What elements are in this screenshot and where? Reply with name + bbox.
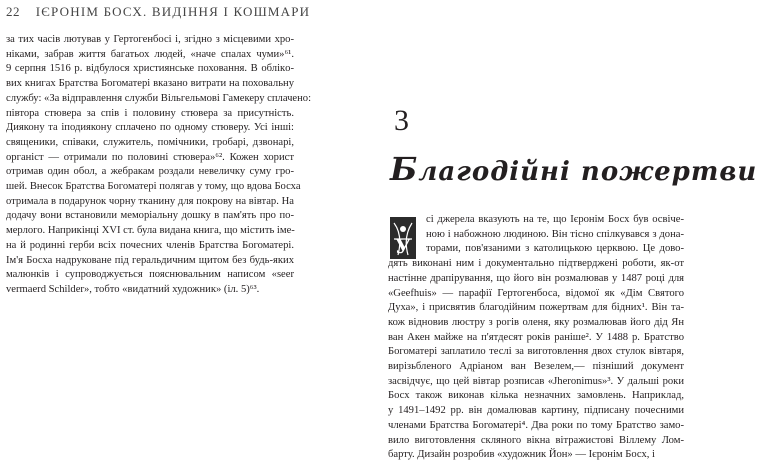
text-line: отримала в подарунок чорну тканину для покрову на вівтар. На <box>6 195 294 207</box>
text-line: ною і набожною людиною. Він тісно спілкувався з дона- <box>426 228 684 240</box>
chapter-title-initial: Б <box>390 150 419 188</box>
text-line: на й родинні герби всіх почесних членів Братства Богоматері. <box>6 239 294 251</box>
text-line: 9 серпня 1516 р. відбулося християнське поховання. В облікo- <box>6 63 294 75</box>
text-line: Дияконy та іподияконy сплачено по одному стюверу. Усі інші: <box>6 122 294 134</box>
text-line: засвідчує, що цей вівтар розписав «Jheronimus»³. У дальші роки <box>388 375 684 387</box>
text-line: vermaerd Schilder», тобто «видатний художник» (іл. 5)⁶³. <box>6 283 260 295</box>
text-line: півтора стювера за спів і половину стювера за присутність. <box>6 107 294 119</box>
text-line: отримав один обол, а жебракам роздали невеличку суму гро- <box>6 166 294 178</box>
text-line: Богоматері заплатило теслі за виготовлення двох стулок вівтаря, <box>388 346 684 358</box>
text-line: кож відновив люстру з рогів оленя, яку розмалював його дід Ян <box>388 316 684 328</box>
text-line: ван Акен майже на п'ятдесят років раніше². У 1488 р. Братство <box>388 331 684 343</box>
text-line: вих книгах Братства Богоматері вказано витрати на поховальну <box>6 78 294 90</box>
text-line: органіст — отримали по половині стювера»⁶². Кожен хорист <box>6 151 294 163</box>
right-page <box>350 0 757 461</box>
text-line: членами Братства Богоматері⁴. Два роки по тому Братство замо- <box>388 419 684 431</box>
page-number: 22 <box>6 4 20 19</box>
text-line: сі джерела вказують на те, що Ієронім Босх був освіче- <box>426 214 684 225</box>
text-line: Ім'я Босха надруковане під геральдичним щитом без будь-яких <box>6 254 294 266</box>
text-line: барту. Дизайн розробив «художник Йон» — Ієронім Босх, і <box>388 449 655 461</box>
running-head <box>6 4 310 20</box>
text-line: малюнків і супроводжується пояснювальним написом «seer <box>6 269 294 281</box>
text-line: шей. Внесок Братства Богоматері полягав у тому, що вдова Босха <box>6 181 301 193</box>
text-line: ніками, забрав життя багатьох людей, «наче спалах чуми»⁶¹. <box>6 48 294 60</box>
left-body-text <box>6 33 312 298</box>
text-line: «Geefhuis» — парафії Гертогенбоса, відомої як «Дім Святого <box>388 287 684 299</box>
text-line: настінне драпірування, що його він розмалював у 1487 році для <box>388 272 684 284</box>
text-line: мерлого. Наприкінці XVI ст. була видана книга, що містить іме- <box>6 225 295 237</box>
text-line: Босх також виконав кілька незначних замовлень. Наприклад, <box>388 390 684 402</box>
text-line: священики, співаки, служитель, помічники, гробарі, дзвонарі, <box>6 136 294 148</box>
text-line: дять виконані ним і документально підтверджені роботи, як-от <box>388 258 684 270</box>
chapter-title-rest: лагодійні пожертви <box>418 157 757 187</box>
text-line: службу: «За відправлення служби Вільгельмові Гамекеру сплачено: <box>6 92 312 104</box>
text-line: додачу вони встановили меморіальну дошку в пам'ять про по- <box>6 210 294 222</box>
text-line: торами, пов'язаними з католицькою церквою. Це дово- <box>426 243 684 255</box>
text-line: Духа», і присвятив благодійним пожертвам для бідних¹. Він та- <box>388 302 684 314</box>
text-line: вирізьбленого Адріаном ван Везелем,— пізніший документ <box>388 361 684 373</box>
text-line: у 1491–1492 рр. він домалював картину, підписану почесними <box>388 405 684 417</box>
chapter-number: 3 <box>394 104 409 137</box>
text-line: за тих часів лютував у Гертогенбосі і, згідно з місцевими хро- <box>6 34 294 45</box>
text-line: вило виготовлення скляного вікна вітражистові Віллему Лом- <box>388 434 684 446</box>
left-page <box>0 0 350 458</box>
chapter-title <box>390 150 757 188</box>
right-body-text <box>388 213 684 463</box>
running-title: ІЄРОНІМ БОСХ. ВИДІННЯ І КОШМАРИ <box>35 4 311 19</box>
dropcap-letter: У <box>394 234 412 258</box>
